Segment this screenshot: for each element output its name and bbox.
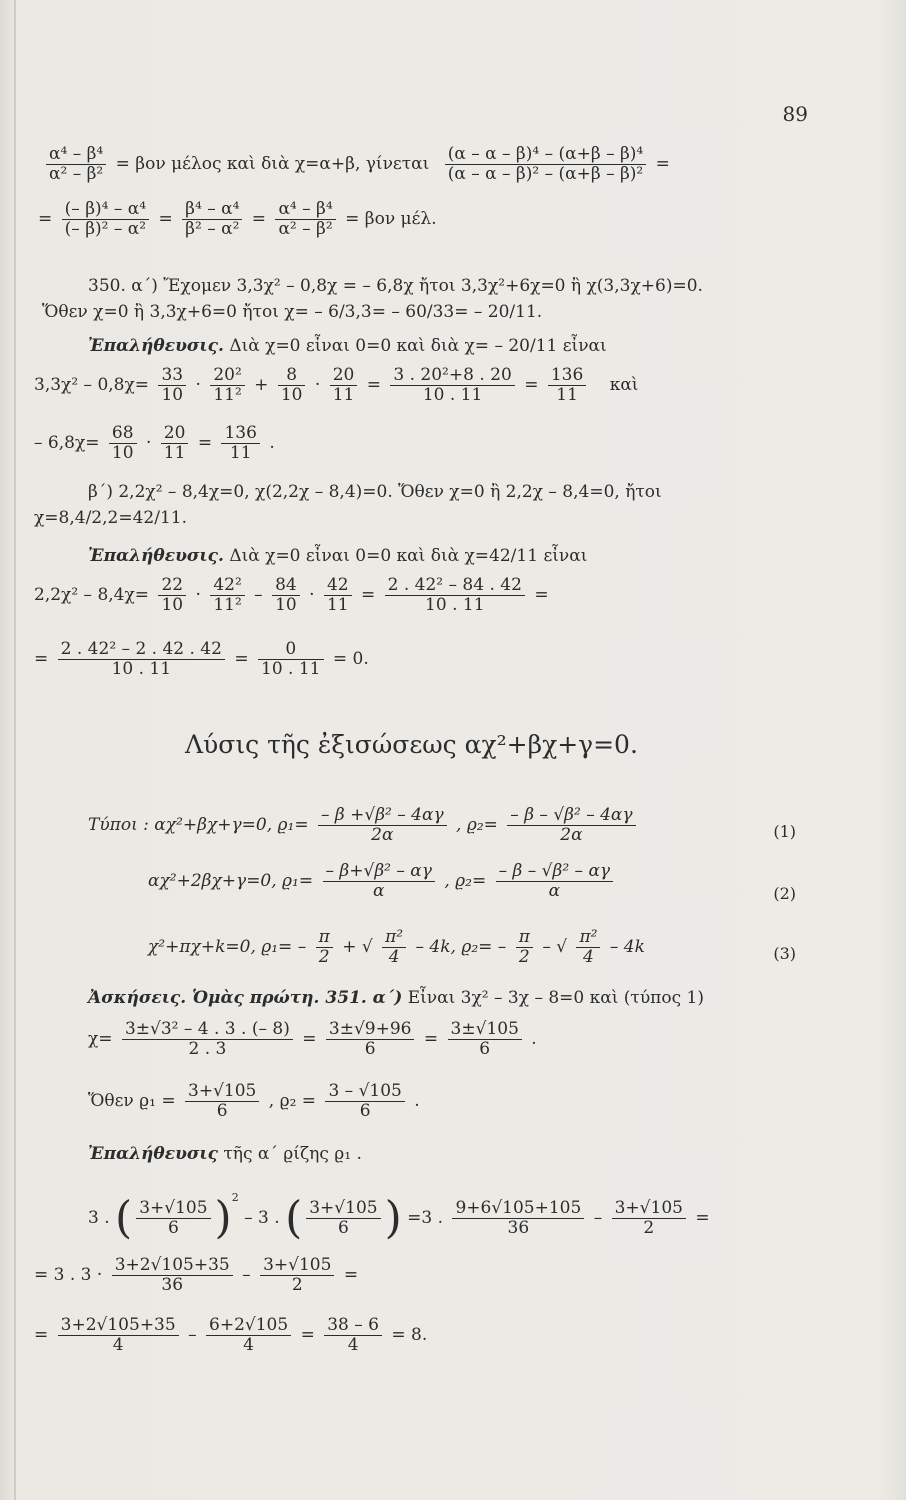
fraction: $\frac{\text{(α – α – β)⁴ – (α+β – β)⁴}}{\text{(α – α – β)² – (α+β – β)²}}$ xyxy=(445,145,647,184)
fraction: $\frac{3+√105}{6}$ xyxy=(185,1082,259,1121)
heading: Ἐπαλήθευσις xyxy=(88,1144,218,1164)
fraction: $\frac{\pi}{2}$ xyxy=(316,928,333,967)
fraction: $\frac{\text{– β+√β² – αγ}}{\alpha}$ xyxy=(323,862,435,901)
page-edge xyxy=(14,0,16,1500)
fraction: $\frac{136}{11}$ xyxy=(548,366,586,405)
equation-row xyxy=(34,1256,358,1295)
fraction: $\frac{\text{2 . 42² – 2 . 42 . 42}}{10 . 11}$ xyxy=(58,640,225,679)
fraction: $\frac{20}{11}$ xyxy=(161,424,189,463)
fraction: $\frac{22}{10}$ xyxy=(158,576,186,615)
equals: = xyxy=(343,1265,359,1285)
right-paren: ) xyxy=(384,1192,402,1244)
equation-row xyxy=(34,576,549,615)
fraction: $\frac{\text{42²}}{\text{11²}}$ xyxy=(210,576,244,615)
text: – 6,8χ= xyxy=(34,433,100,453)
heading: Ἀσκήσεις. Ὁμὰς πρώτη. 351. α΄) xyxy=(88,988,403,1008)
formula-row xyxy=(148,928,645,967)
equation-row xyxy=(88,1020,537,1059)
fraction: $\frac{3\pm√105}{6}$ xyxy=(448,1020,522,1059)
fraction: $\frac{3+√105}{6}$ xyxy=(306,1199,380,1238)
text: Διὰ χ=0 εἶναι 0=0 καὶ διὰ χ= – 20/11 εἶναι xyxy=(229,336,607,356)
fraction: $\frac{9+6√105+105}{36}$ xyxy=(452,1199,584,1238)
fraction: $\frac{\text{(– β)⁴ – α⁴}}{\text{(– β)² – α²}}$ xyxy=(62,200,149,239)
fraction: $\frac{3\pm√9+96}{6}$ xyxy=(326,1020,415,1059)
text: 3,3χ² – 0,8χ= xyxy=(34,375,150,395)
equals: = xyxy=(300,1325,315,1345)
equals: = xyxy=(366,375,381,395)
equals: = xyxy=(302,1029,317,1049)
text: τῆς α΄ ϱίζης ϱ₁ . xyxy=(223,1144,362,1164)
text-line xyxy=(88,1144,362,1164)
equals: = xyxy=(360,585,376,605)
text: . xyxy=(269,433,275,453)
minus: – xyxy=(242,1265,251,1285)
equals: = xyxy=(423,1029,439,1049)
fraction: $\frac{136}{11}$ xyxy=(221,424,259,463)
fraction: $\frac{3+√105}{6}$ xyxy=(136,1199,210,1238)
fraction: $\frac{\text{α⁴ – β⁴}}{\text{α² – β²}}$ xyxy=(46,145,106,184)
dot: · xyxy=(195,585,201,605)
exponent: 2 xyxy=(231,1191,239,1204)
fraction: $\frac{0}{10 . 11}$ xyxy=(258,640,323,679)
fraction: $\frac{8}{10}$ xyxy=(278,366,306,405)
fraction: $\frac{\pi}{2}$ xyxy=(516,928,533,967)
formula-row xyxy=(88,806,640,845)
plus: + xyxy=(254,375,269,395)
equation-row xyxy=(88,1188,710,1244)
text: Τύποι : αχ²+βχ+γ=0, ϱ₁= xyxy=(88,815,309,835)
equation-row xyxy=(88,1082,420,1121)
text: Εἶναι 3χ² – 3χ – 8=0 καὶ (τύπος 1) xyxy=(407,988,704,1008)
fraction: $\frac{6+2√105}{4}$ xyxy=(206,1316,291,1355)
equals: = xyxy=(524,375,539,395)
equals: = xyxy=(251,209,267,229)
text-line: Ὅθεν χ=0 ἢ 3,3χ+6=0 ἤτοι χ= – 6/3,3= – 60/33= – 20/11. xyxy=(42,302,543,322)
fraction: $\frac{84}{10}$ xyxy=(272,576,300,615)
text: χ²+πχ+k=0, ϱ₁= – xyxy=(148,937,307,957)
fraction: $\frac{\text{3±√3² – 4 . 3 . (– 8)}}{2 . 3}$ xyxy=(122,1020,293,1059)
text: =3 . xyxy=(407,1208,444,1228)
text: , ϱ₂= xyxy=(456,815,498,835)
fraction: $\frac{\text{β⁴ – α⁴}}{\text{β² – α²}}$ xyxy=(182,200,242,239)
fraction: $\frac{\text{π²}}{4}$ xyxy=(382,928,406,967)
equals: = xyxy=(197,433,213,453)
equals: = xyxy=(158,209,173,229)
text: Ὅθεν ϱ₁ = xyxy=(88,1091,176,1111)
fraction: $\frac{\text{π²}}{4}$ xyxy=(576,928,600,967)
text-line: β΄) 2,2χ² – 8,4χ=0, χ(2,2χ – 8,4)=0. Ὅθεν χ=0 ἢ 2,2χ – 8,4=0, ἤτοι xyxy=(88,482,662,502)
formula-row xyxy=(148,862,617,901)
dot: · xyxy=(309,585,315,605)
text: + √ xyxy=(342,937,373,957)
minus: – xyxy=(254,585,263,605)
text: = 8. xyxy=(391,1325,428,1345)
equation-row xyxy=(34,640,369,679)
heading: Ἐπαλήθευσις. xyxy=(88,546,224,566)
equation-row xyxy=(34,424,275,463)
text: , ϱ₂ = xyxy=(268,1091,317,1111)
dot: · xyxy=(314,375,321,395)
dot: · xyxy=(145,433,152,453)
fraction: $\frac{42}{11}$ xyxy=(324,576,352,615)
left-paren: ( xyxy=(115,1192,133,1244)
fraction: $\frac{3+2√105+35}{36}$ xyxy=(112,1256,233,1295)
text: = βον μέλ. xyxy=(345,209,437,229)
text: καὶ xyxy=(609,375,639,395)
text: Διὰ χ=0 εἶναι 0=0 καὶ διὰ χ=42/11 εἶναι xyxy=(229,546,588,566)
fraction: $\frac{\text{α⁴ – β⁴}}{\text{α² – β²}}$ xyxy=(275,200,335,239)
text: – 4k xyxy=(609,937,645,957)
fraction: $\frac{\text{20²}}{\text{11²}}$ xyxy=(210,366,244,405)
dot: · xyxy=(195,375,201,395)
text-line xyxy=(88,988,704,1008)
equation-row xyxy=(34,366,638,405)
equation-row xyxy=(42,145,670,184)
text: = βον μέλος καὶ διὰ χ=α+β, γίνεται xyxy=(115,154,430,174)
page-number: 89 xyxy=(782,102,808,126)
text: – √ xyxy=(542,937,568,957)
fraction: $\frac{\text{– β – √β² – 4αγ}}{2\alpha}$ xyxy=(507,806,635,845)
fraction: $\frac{\text{3 . 20²+8 . 20}}{10 . 11}$ xyxy=(390,366,514,405)
text: 3 . xyxy=(88,1208,110,1228)
equals: = xyxy=(34,649,49,669)
text: – 3 . xyxy=(244,1208,280,1228)
equals: = xyxy=(34,1325,49,1345)
formula-tag: (3) xyxy=(773,944,796,963)
text: χ= xyxy=(88,1029,113,1049)
equals: = xyxy=(655,154,670,174)
fraction: $\frac{20}{11}$ xyxy=(330,366,358,405)
fraction: $\frac{38 - 6}{4}$ xyxy=(324,1316,382,1355)
fraction: $\frac{3+2√105+35}{4}$ xyxy=(58,1316,179,1355)
equals: = xyxy=(534,585,549,605)
left-paren: ( xyxy=(285,1192,303,1244)
fraction: $\frac{3 - √105}{6}$ xyxy=(325,1082,404,1121)
right-paren: ) xyxy=(214,1192,232,1244)
text: , ϱ₂= xyxy=(444,871,487,891)
fraction: $\frac{68}{10}$ xyxy=(109,424,137,463)
text-line: χ=8,4/2,2=42/11. xyxy=(34,508,187,528)
text-line xyxy=(88,546,587,566)
fraction: $\frac{\text{– β – √β² – αγ}}{\alpha}$ xyxy=(496,862,613,901)
equals: = xyxy=(38,209,53,229)
text: = 0. xyxy=(332,649,369,669)
text: 2,2χ² – 8,4χ= xyxy=(34,585,150,605)
heading: Ἐπαλήθευσις. xyxy=(88,336,224,356)
fraction: $\frac{3+√105}{2}$ xyxy=(612,1199,686,1238)
equation-row xyxy=(38,200,437,239)
formula-tag: (1) xyxy=(773,822,796,841)
minus: – xyxy=(188,1325,197,1345)
fraction: $\frac{\text{– β +√β² – 4αγ}}{2\alpha}$ xyxy=(318,806,447,845)
text-line: 350. α΄) Ἔχομεν 3,3χ² – 0,8χ = – 6,8χ ἤτοι 3,3χ²+6χ=0 ἢ χ(3,3χ+6)=0. xyxy=(88,276,703,296)
fraction: $\frac{33}{10}$ xyxy=(158,366,186,405)
minus: – xyxy=(593,1208,603,1228)
text: . xyxy=(414,1091,420,1111)
text: . xyxy=(531,1029,537,1049)
equation-row xyxy=(34,1316,427,1355)
equals: = xyxy=(695,1208,710,1228)
text: – 4k, ϱ₂= – xyxy=(415,937,507,957)
formula-tag: (2) xyxy=(773,884,796,903)
fraction: $\frac{3+√105}{2}$ xyxy=(260,1256,334,1295)
text: = 3 . 3 · xyxy=(34,1265,103,1285)
fraction: $\frac{\text{2 . 42² – 84 . 42}}{10 . 11}$ xyxy=(385,576,525,615)
section-title: Λύσις τῆς ἐξισώσεως αχ²+βχ+γ=0. xyxy=(185,730,638,759)
text-line xyxy=(88,336,607,356)
equals: = xyxy=(234,649,249,669)
text: αχ²+2βχ+γ=0, ϱ₁= xyxy=(148,871,314,891)
